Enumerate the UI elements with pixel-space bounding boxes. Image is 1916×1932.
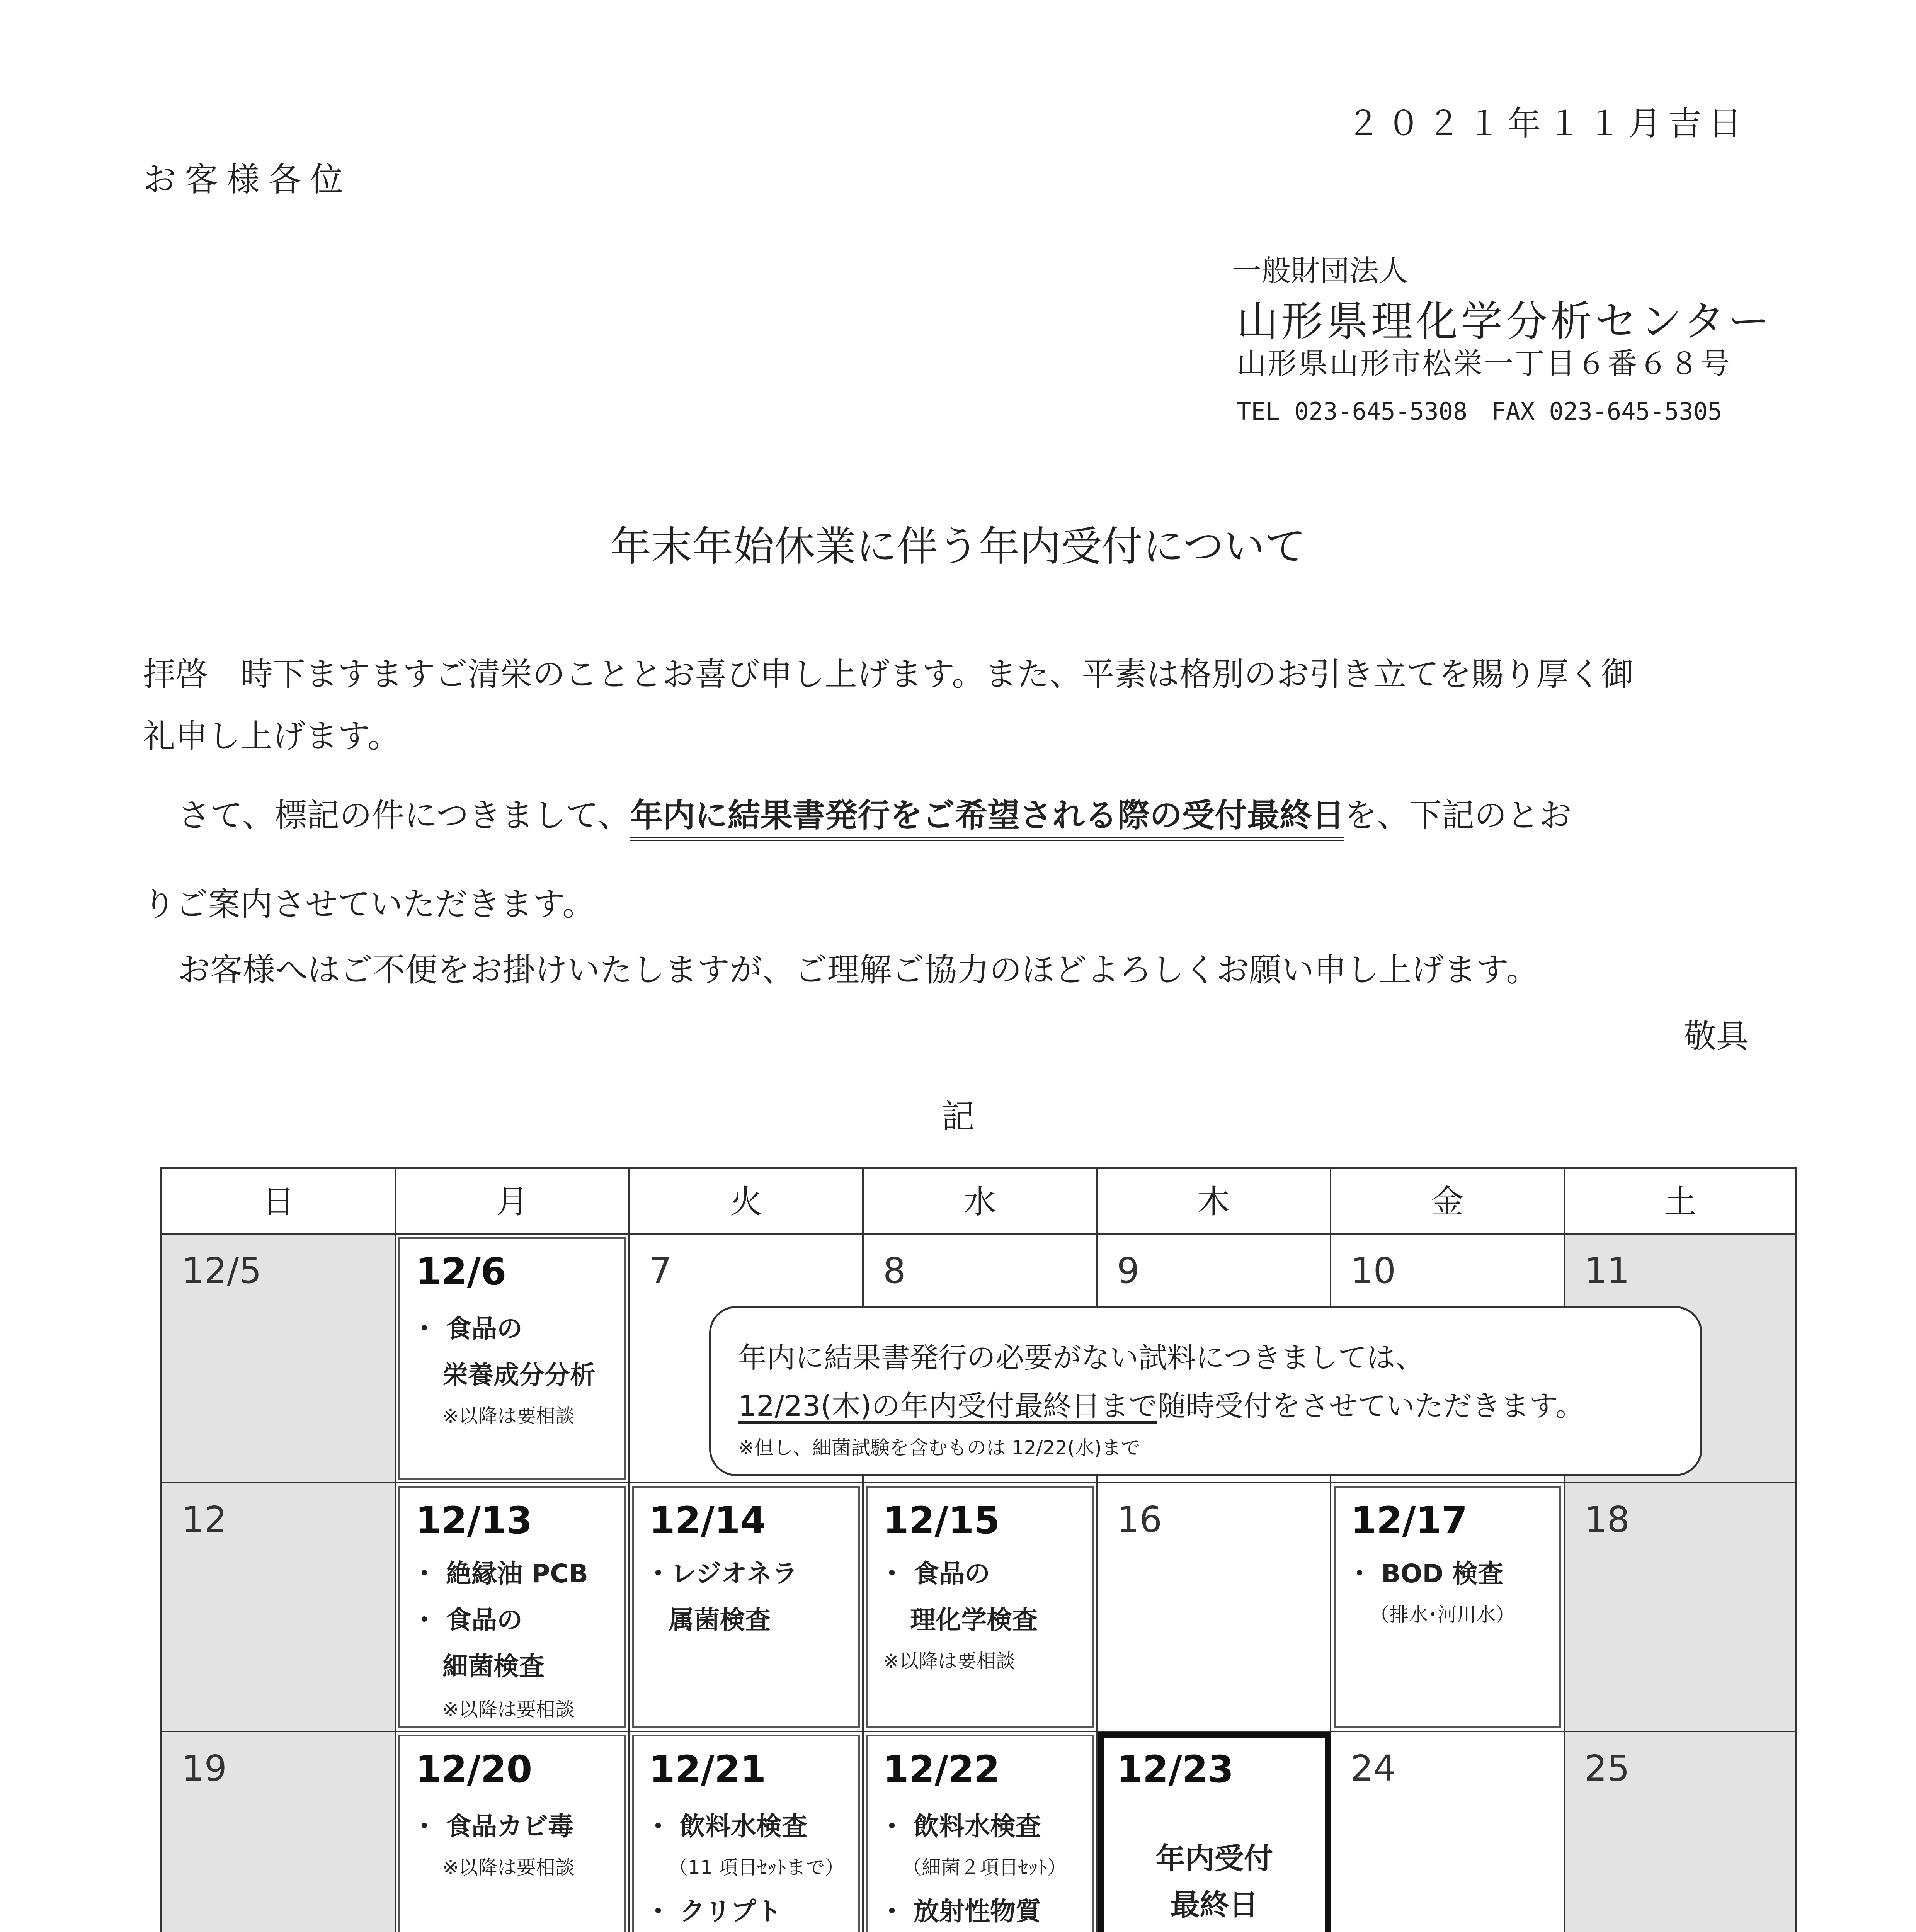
test-item: 理化学検査 bbox=[910, 1605, 1038, 1635]
calendar-cell bbox=[162, 1235, 396, 1483]
day-number: 12/22 bbox=[883, 1748, 1000, 1791]
test-item: 属菌検査 bbox=[669, 1605, 771, 1635]
organization-address: 山形県山形市松栄一丁目６番６８号 bbox=[1237, 346, 1731, 381]
calendar-cell bbox=[1565, 1732, 1795, 1932]
day-number: 10 bbox=[1351, 1250, 1396, 1291]
calendar-cell bbox=[162, 1732, 396, 1932]
weekday-sun: 日 bbox=[162, 1169, 396, 1235]
day-number: 12/21 bbox=[649, 1748, 766, 1791]
day-number: 16 bbox=[1117, 1499, 1162, 1540]
weekday-tue: 火 bbox=[630, 1169, 864, 1235]
test-item: ・ 食品カビ毒 bbox=[412, 1811, 573, 1841]
calendar-cell bbox=[1331, 1732, 1565, 1932]
weekday-fri: 金 bbox=[1331, 1169, 1565, 1235]
document-title: 年末年始休業に伴う年内受付について bbox=[610, 523, 1306, 570]
organization-type: 一般財団法人 bbox=[1232, 253, 1408, 288]
apology-line: お客様へはご不便をお掛けいたしますが、ご理解ご協力のほどよろしくお願い申し上げます。 bbox=[178, 951, 1539, 989]
calendar bbox=[160, 1167, 1797, 1932]
day-number: 12/23 bbox=[1117, 1748, 1234, 1791]
addressee: お客様各位 bbox=[143, 160, 352, 199]
greeting-line-2: 礼申し上げます。 bbox=[143, 717, 400, 755]
day-number: 12/13 bbox=[415, 1499, 533, 1542]
closing-remark: 敬具 bbox=[1683, 1017, 1749, 1055]
document-date: ２０２１年１１月吉日 bbox=[1347, 104, 1749, 143]
test-item: 細菌検査 bbox=[442, 1651, 545, 1681]
test-item: ・ 食品の bbox=[412, 1314, 522, 1344]
reception-callout bbox=[709, 1306, 1702, 1476]
notice-pre: さて、標記の件につきまして、 bbox=[178, 796, 630, 834]
greeting-line-1: 拝啓 時下ますますご清栄のこととお喜び申し上げます。また、平素は格別のお引き立てを賜り厚く御 bbox=[143, 655, 1634, 693]
weekday-thu: 木 bbox=[1098, 1169, 1331, 1235]
day-number: 25 bbox=[1584, 1748, 1630, 1789]
calendar-cell bbox=[396, 1483, 630, 1732]
callout-line-1: 年内に結果書発行の必要がない試料につきましては、 bbox=[738, 1341, 1424, 1374]
day-number: 8 bbox=[883, 1250, 906, 1291]
deadline-label: 年内受付 bbox=[1155, 1841, 1273, 1876]
day-number: 12/14 bbox=[649, 1499, 766, 1542]
calendar-cell bbox=[1098, 1483, 1331, 1732]
day-number: 19 bbox=[182, 1748, 227, 1789]
consult-note: ※以降は要相談 bbox=[883, 1650, 1015, 1672]
day-number: 12/20 bbox=[415, 1748, 533, 1791]
test-item: ・ 絶縁油 PCB bbox=[412, 1559, 589, 1588]
consult-note: ※以降は要相談 bbox=[442, 1856, 575, 1879]
day-number: 12/15 bbox=[883, 1499, 1000, 1542]
calendar-cell bbox=[630, 1732, 864, 1932]
day-number: 11 bbox=[1584, 1250, 1630, 1291]
calendar-cell bbox=[1331, 1483, 1565, 1732]
callout-note: ※但し、細菌試験を含むものは 12/22(水)まで bbox=[738, 1437, 1140, 1459]
test-item: ・ 放射性物質 bbox=[879, 1896, 1041, 1926]
deadline-label: 最終日 bbox=[1170, 1888, 1259, 1922]
notice-post: を、下記のとお bbox=[1344, 796, 1572, 834]
consult-note: ※以降は要相談 bbox=[442, 1698, 575, 1721]
notice-emphasis: 年内に結果書発行をご希望される際の受付最終日 bbox=[630, 796, 1344, 841]
notice-line-1 bbox=[178, 796, 1572, 835]
notice-line-2: りご案内させていただきます。 bbox=[143, 885, 595, 923]
test-item: ・ 食品の bbox=[412, 1605, 522, 1635]
callout-line-2-rest: 随時受付をさせていただきます。 bbox=[1157, 1389, 1584, 1423]
test-item: ・ 食品の bbox=[879, 1559, 990, 1588]
day-number: 12 bbox=[182, 1499, 227, 1540]
item-note: （11 項目ｾｯﾄまで） bbox=[669, 1856, 844, 1879]
consult-note: ※以降は要相談 bbox=[442, 1405, 575, 1427]
day-number: 7 bbox=[649, 1250, 672, 1291]
calendar-cell bbox=[396, 1732, 630, 1932]
item-note: （細菌２項目ｾｯﾄ） bbox=[902, 1856, 1067, 1879]
day-number: 12/5 bbox=[182, 1250, 262, 1291]
test-item: ・ クリプト bbox=[645, 1896, 782, 1926]
calendar-cell bbox=[864, 1483, 1098, 1732]
organization-contact: TEL 023-645-5308 FAX 023-645-5305 bbox=[1237, 397, 1722, 425]
calendar-cell bbox=[1565, 1483, 1795, 1732]
callout-deadline: 12/23(木)の年内受付最終日まで bbox=[738, 1389, 1157, 1423]
sample-note: （排水･河川水） bbox=[1370, 1604, 1515, 1626]
weekday-wed: 水 bbox=[864, 1169, 1098, 1235]
organization-name: 山形県理化学分析センター bbox=[1237, 298, 1773, 346]
weekday-mon: 月 bbox=[396, 1169, 630, 1235]
test-item: ・ 飲料水検査 bbox=[879, 1811, 1041, 1841]
day-number: 24 bbox=[1351, 1748, 1396, 1789]
day-number: 18 bbox=[1584, 1499, 1630, 1540]
day-number: 9 bbox=[1117, 1250, 1140, 1291]
test-item: 栄養成分分析 bbox=[442, 1360, 596, 1390]
calendar-cell bbox=[162, 1483, 396, 1732]
day-number: 12/17 bbox=[1351, 1499, 1468, 1542]
weekday-sat: 土 bbox=[1565, 1169, 1795, 1235]
calendar-cell bbox=[630, 1483, 864, 1732]
callout-line-2 bbox=[738, 1383, 1584, 1424]
calendar-cell bbox=[864, 1732, 1098, 1932]
calendar-cell bbox=[396, 1235, 630, 1483]
test-item: ・ BOD 検査 bbox=[1347, 1559, 1504, 1588]
day-number: 12/6 bbox=[415, 1250, 507, 1293]
test-item: ・レジオネラ bbox=[645, 1559, 798, 1588]
deadline-cell bbox=[1098, 1732, 1331, 1932]
record-heading: 記 bbox=[941, 1097, 975, 1136]
test-item: ・ 飲料水検査 bbox=[645, 1811, 807, 1841]
